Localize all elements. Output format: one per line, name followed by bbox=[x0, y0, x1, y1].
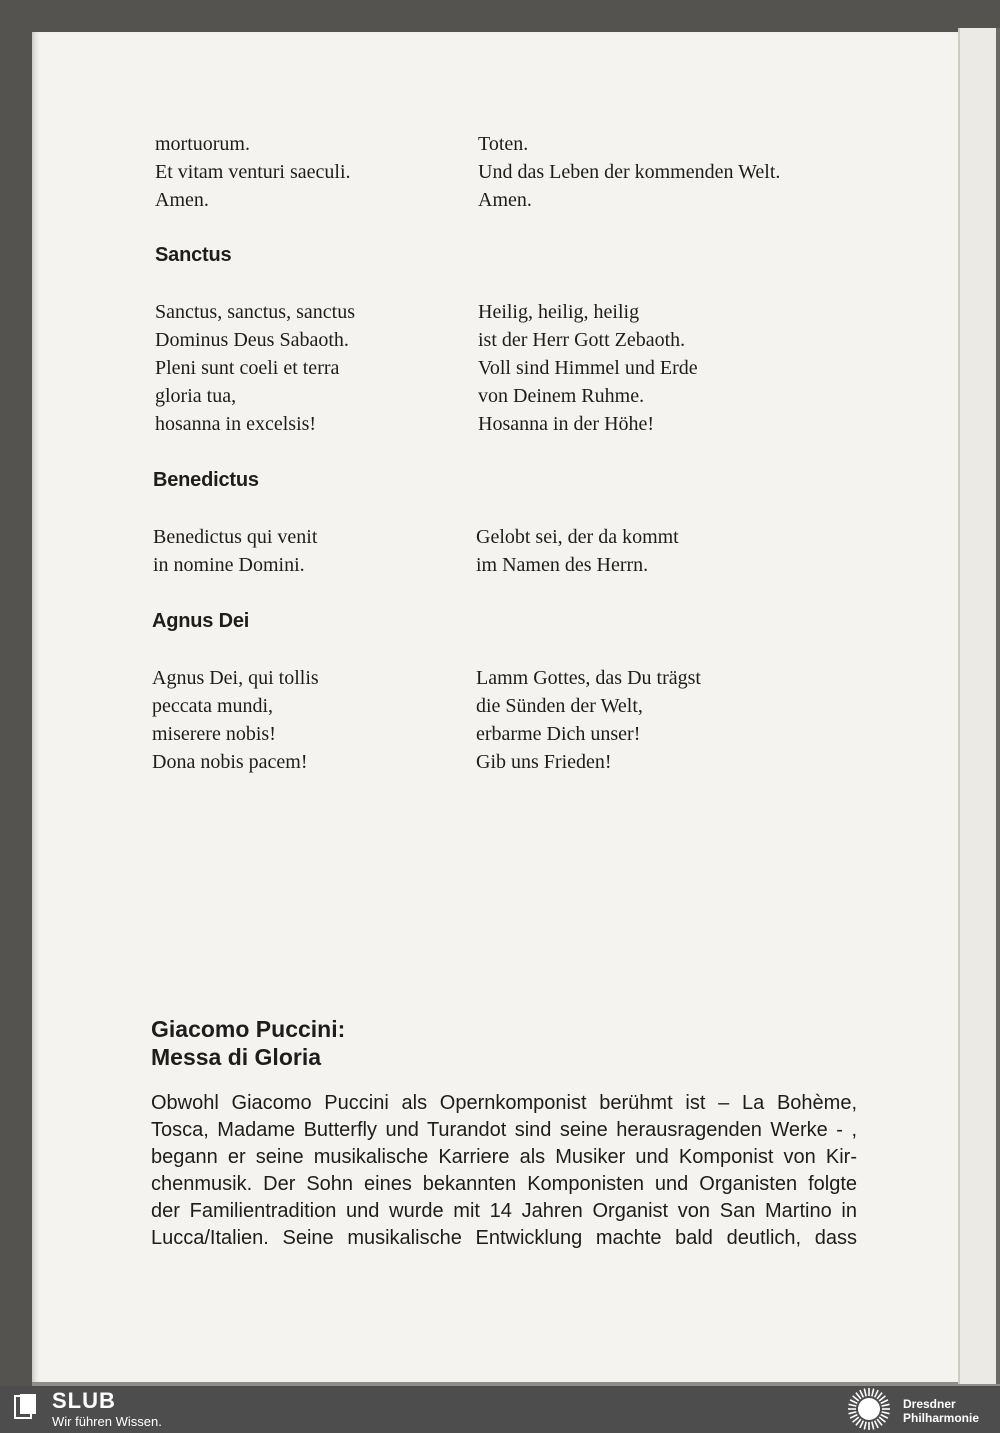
paragraph-line: Lucca/Italien. Seine musikalische Entwicklung machte bald deutlich, dass bbox=[151, 1227, 857, 1249]
text-line: Hosanna in der Höhe! bbox=[478, 413, 655, 435]
section-title-line: Giacomo Puccini: bbox=[151, 1016, 346, 1042]
philharmonie-logo-icon bbox=[842, 1387, 896, 1431]
latin-block-benedictus bbox=[153, 523, 317, 579]
text-line: miserere nobis! bbox=[152, 723, 276, 745]
text-line: Sanctus, sanctus, sanctus bbox=[155, 301, 355, 323]
paragraph-line: der Familientradition und wurde mit 14 Jahren Organist von San Martino in bbox=[151, 1200, 857, 1222]
text-line: die Sünden der Welt, bbox=[476, 695, 643, 717]
text-line: in nomine Domini. bbox=[153, 554, 305, 576]
text-line: Dona nobis pacem! bbox=[152, 751, 308, 773]
scan-background bbox=[0, 0, 1000, 34]
text-line: Agnus Dei, qui tollis bbox=[152, 667, 319, 689]
heading-agnus-dei: Agnus Dei bbox=[152, 610, 250, 632]
german-block-agnus-dei bbox=[476, 664, 701, 776]
paragraph-line: Tosca, Madame Butterfly und Turandot sind seine herausragenden Werke - , bbox=[151, 1119, 857, 1141]
slub-tagline: Wir führen Wissen. bbox=[52, 1414, 162, 1429]
text-line: Und das Leben der kommenden Welt. bbox=[478, 161, 781, 183]
paragraph-line: begann er seine musikalische Karriere als Musiker und Komponist von Kir- bbox=[151, 1146, 857, 1168]
partner-name bbox=[903, 1397, 979, 1425]
latin-block-credo-end bbox=[155, 130, 351, 214]
paragraph-line: Obwohl Giacomo Puccini als Opernkomponist berühmt ist – La Bohème, bbox=[151, 1092, 857, 1114]
latin-block-agnus-dei bbox=[152, 664, 319, 776]
text-line: Voll sind Himmel und Erde bbox=[478, 357, 698, 379]
text-line: Amen. bbox=[478, 189, 532, 211]
latin-block-sanctus bbox=[155, 298, 355, 438]
text-line: Et vitam venturi saeculi. bbox=[155, 161, 351, 183]
next-page-edge bbox=[958, 28, 1000, 1384]
paragraph-line: chenmusik. Der Sohn eines bekannten Komponisten und Organisten folgte bbox=[151, 1173, 857, 1195]
partner-name-line: Dresdner bbox=[903, 1397, 956, 1411]
text-line: Gib uns Frieden! bbox=[476, 751, 612, 773]
text-line: Heilig, heilig, heilig bbox=[478, 301, 640, 323]
text-line: mortuorum. bbox=[155, 133, 250, 155]
text-line: Gelobt sei, der da kommt bbox=[476, 526, 679, 548]
section-title-line: Messa di Gloria bbox=[151, 1044, 322, 1070]
slub-brand[interactable]: SLUB bbox=[52, 1388, 116, 1413]
text-line: im Namen des Herrn. bbox=[476, 554, 649, 576]
text-line: Benedictus qui venit bbox=[153, 526, 318, 548]
text-line: Lamm Gottes, das Du trägst bbox=[476, 667, 701, 689]
text-line: erbarme Dich unser! bbox=[476, 723, 641, 745]
heading-sanctus: Sanctus bbox=[155, 244, 232, 266]
german-block-sanctus bbox=[478, 298, 698, 438]
slub-logo-icon bbox=[14, 1393, 38, 1419]
section-title bbox=[151, 1015, 345, 1071]
text-line: von Deinem Ruhme. bbox=[478, 385, 645, 407]
text-line: gloria tua, bbox=[155, 385, 237, 407]
german-block-credo-end bbox=[478, 130, 780, 214]
text-line: Pleni sunt coeli et terra bbox=[155, 357, 340, 379]
scan-background-left bbox=[0, 0, 32, 1386]
text-line: Dominus Deus Sabaoth. bbox=[155, 329, 349, 351]
text-line: Amen. bbox=[155, 189, 209, 211]
text-line: hosanna in excelsis! bbox=[155, 413, 317, 435]
text-line: peccata mundi, bbox=[152, 695, 274, 717]
section-paragraph bbox=[151, 1090, 857, 1252]
text-line: ist der Herr Gott Zebaoth. bbox=[478, 329, 686, 351]
german-block-benedictus bbox=[476, 523, 679, 579]
partner-name-line: Philharmonie bbox=[903, 1411, 980, 1425]
heading-benedictus: Benedictus bbox=[153, 469, 259, 491]
text-line: Toten. bbox=[478, 133, 529, 155]
